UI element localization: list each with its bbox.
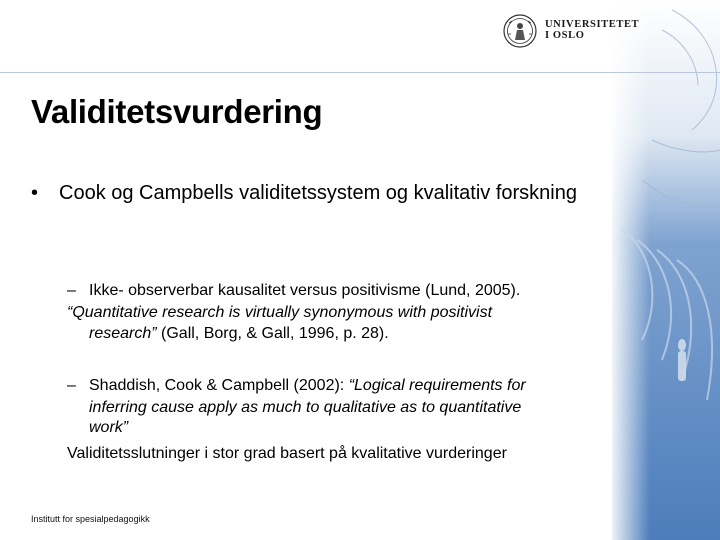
decorative-sculpture-panel: [612, 0, 720, 540]
university-logo: [503, 14, 640, 50]
university-wordmark: [545, 19, 639, 41]
footer-institute: Institutt for spesialpedagogikk: [31, 514, 150, 524]
slide-title: Validitetsvurdering: [31, 93, 323, 130]
dash-symbol: –: [67, 282, 76, 299]
sub-bullet-text-1: Ikke- observerbar kausalitet versus positivisme (Lund, 2005).: [89, 282, 521, 299]
quote-line-2: [67, 323, 629, 344]
sub-bullet-text-2: [89, 375, 609, 396]
conclusion-line: Validitetsslutninger i stor grad basert på kvalitative vurderinger: [67, 445, 507, 462]
quote-line-1: [67, 302, 607, 323]
quote-reference: (Gall, Borg, & Gall, 1996, p. 28).: [156, 325, 389, 342]
logo-line-1: UNIVERSITETET: [545, 19, 640, 30]
bullet-text-1: Cook og Campbells validitetssystem og kvalitativ forskning: [59, 182, 577, 204]
quote-text-1b: research”: [89, 325, 157, 342]
university-seal-icon: [503, 14, 537, 48]
sub2-quote-b: inferring cause apply as much to qualitative as to quantitative: [89, 399, 522, 416]
sub2-quote-c: work”: [89, 419, 129, 436]
quote-text-1a: “Quantitative research is virtually synonymous with positivist: [67, 304, 493, 321]
sub2-line-3: [67, 417, 629, 438]
bullet-symbol: •: [31, 182, 39, 204]
dash-symbol-2: –: [67, 377, 76, 394]
logo-line-2: I OSLO: [545, 30, 585, 41]
sub2-line-2: [67, 397, 629, 418]
sub2-lead: Shaddish, Cook & Campbell (2002):: [89, 377, 349, 394]
sub2-quote-a: “Logical requirements for: [348, 377, 526, 394]
header-divider: [0, 72, 720, 73]
